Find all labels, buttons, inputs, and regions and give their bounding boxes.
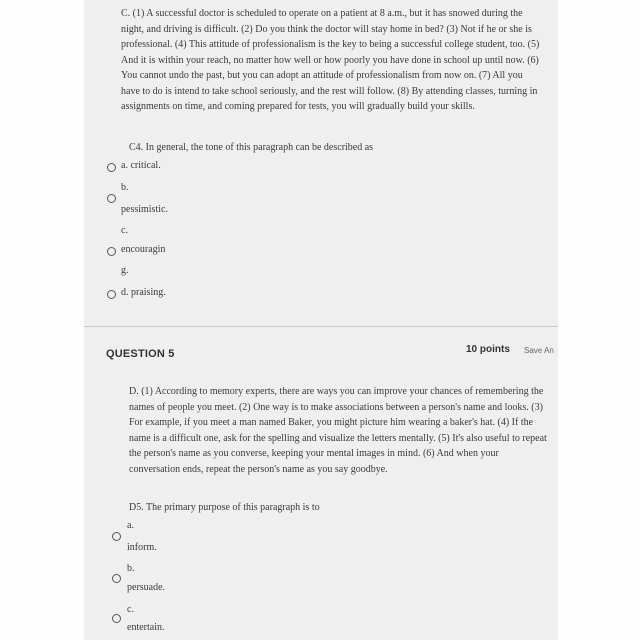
background-left [0, 0, 84, 640]
quiz-page [84, 0, 558, 640]
q4-option-b-label[interactable]: pessimistic. [121, 204, 168, 215]
q4-option-c-label-wrap: g. [121, 265, 129, 276]
q4-option-c-label[interactable]: encouragin [121, 244, 166, 255]
passage-c: C. (1) A successful doctor is scheduled to operate on a patient at 8 a.m., but it has snowed during the night, and driving is difficult. (2) Do you think the doctor will stay home in bed? (3) Not if he or she is professional. (4) This attitude of professionalism is the key to being a successful college student, too. (5) And it is within your reach, no matter how well or how poorly you have done in school up until now. (6) You cannot undo the past, but you can adopt an attitude of professionalism from now on. (7) All you have to do is intend to take school seriously, and the rest will follow. (8) By attending classes, turning in assignments on time, and coming prepared for tests, you will gradually build your skills. [121, 8, 540, 112]
q4-option-a-radio[interactable] [107, 163, 116, 172]
question-5-points: 10 points [466, 344, 510, 355]
q5-option-a-label[interactable]: inform. [127, 542, 157, 553]
q4-option-b-letter: b. [121, 182, 129, 193]
q5-option-c-letter: c. [127, 604, 134, 615]
question-divider [84, 326, 558, 327]
save-answer-button[interactable]: Save An [524, 346, 554, 355]
question-c4-prompt: C4. In general, the tone of this paragraph can be described as [129, 142, 374, 153]
question-d5-prompt: D5. The primary purpose of this paragraph is to [129, 502, 320, 513]
q5-option-a-letter: a. [127, 520, 134, 531]
q4-option-b-radio[interactable] [107, 194, 116, 203]
q5-option-b-radio[interactable] [112, 574, 121, 583]
q4-option-a-label[interactable]: a. critical. [121, 160, 161, 171]
q4-option-d-label[interactable]: d. praising. [121, 287, 166, 298]
q4-option-c-radio[interactable] [107, 247, 116, 256]
passage-d: D. (1) According to memory experts, there are ways you can improve your chances of remembering the names of people you meet. (2) One way is to make associations between a person's name and looks. (3) For example, if you meet a man named Baker, you might picture him wearing a baker's hat. (4) If the name is a difficult one, ask for the spelling and visualize the letters mentally. (5) It's also useful to repeat the person's name as you converse, keeping your mental images in mind. (6) And when your conversation ends, repeat the person's name as you say goodbye. [129, 386, 547, 475]
q5-option-c-radio[interactable] [112, 614, 121, 623]
q5-option-a-radio[interactable] [112, 532, 121, 541]
question-5-heading: QUESTION 5 [106, 348, 175, 360]
q4-option-d-radio[interactable] [107, 290, 116, 299]
q5-option-c-label[interactable]: entertain. [127, 622, 165, 633]
background-right [558, 0, 640, 640]
q4-option-c-letter: c. [121, 225, 128, 236]
q5-option-b-label[interactable]: persuade. [127, 582, 166, 593]
q5-option-b-letter: b. [127, 563, 135, 574]
